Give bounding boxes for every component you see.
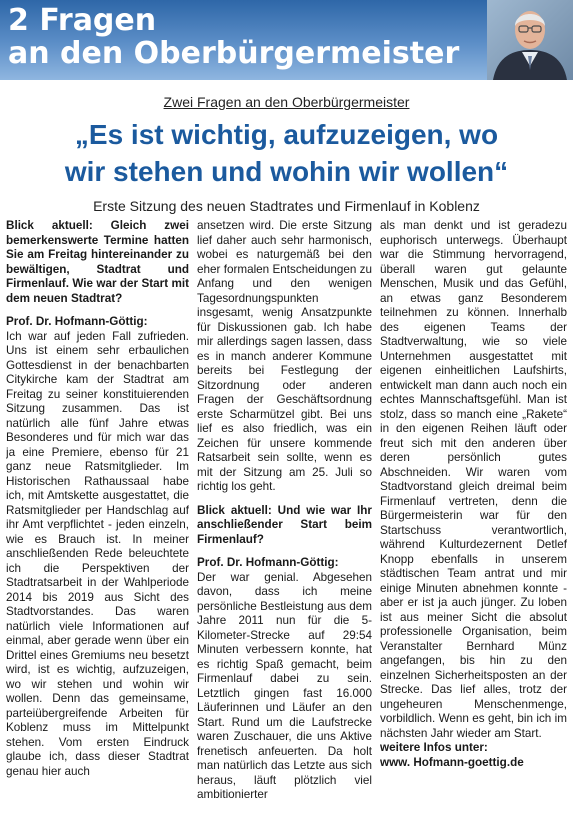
more-info-label: weitere Infos unter: — [380, 741, 488, 754]
headline-line2: wir stehen und wohin wir wollen“ — [64, 156, 509, 187]
banner-title — [8, 4, 459, 70]
interview-answer: Der war genial. Abgesehen davon, dass ich meine persönliche Bestleistung aus dem Jahre 2011 nun für die 5-Kilometer-Strecke auf 29:54 Minuten verbessern konnte, hat es richtig Spaß gemacht, beim Firmenlauf dabei zu sein. Letztlich gingen fast 16.000 Läuferinnen und Läufer an den Start. Rund um die Laufstrecke waren Zuschauer, die uns Aktive frenetisch anfeuerten. Da holt man natürlich das Letzte aus sich heraus, läuft plötzlich viel ambitionierter — [197, 570, 372, 801]
banner-title-line2: an den Oberbürgermeister — [8, 36, 460, 71]
interview-answer: Ich war auf jeden Fall zufrieden. Uns ist einem sehr erbaulichen Gottesdienst in der benachbarten Citykirche kam der Stadtrat am Freitag zu seiner konstituierenden Sitzung zusammen. Das ist natürlich alle fünf Jahre etwas Besonderes und für mich war das ja eine Premiere, ebenso für 21 ganz neue Ratsmitglieder. Im Historischen Rathaussaal habe ich, mit Amtskette ausgestattet, die Ratsmitglieder per Handschlag auf ihr Amt verpflichtet - jeden einzeln, wie es Brauch ist. In meiner anschließenden Rede beleuchtete ich die Perspektiven der Stadtratsarbeit in der Wahlperiode 2014 bis 2019 aus Sicht des Stadtvorstandes. Das waren natürlich viele Informationen auf einmal, aber gerade wenn über ein Drittel eines Gremiums neu besetzt wird, ist es wichtig, aufzuzeigen, wo wir stehen und wohin wir wollen. Denn das gemeinsame, parteiübergreifende Arbeiten für Koblenz muss im Mittelpunkt stehen. Vom ersten Eindruck glaube ich, dass dieser Stadtrat genau hier auch — [6, 329, 189, 778]
article-column-3 — [380, 219, 567, 827]
portrait-photo — [487, 0, 573, 80]
kicker: Zwei Fragen an den Oberbürgermeister — [163, 94, 410, 110]
headline — [0, 116, 573, 190]
header-banner — [0, 0, 573, 80]
interview-question: Blick aktuell: Gleich zwei bemerkenswerte Termine hatten Sie am Freitag hintereinander zu bewältigen, Stadtrat und Firmenlauf. Wie war der Start mit dem neuen Stadtrat? — [6, 219, 189, 305]
answer-continuation: als man denkt und ist geradezu euphorisch unterwegs. Überhaupt war die Stimmung hervorragend, überall waren gut gelaunte Menschen, Musik und das Gefühl, an etwas ganz Besonderem teilnehmen zu können. Innerhalb des eigenen Teams der Stadtverwaltung, wie so viele Unternehmen ausgestattet mit eigenen einheitlichen Laufshirts, entwickelt man dann auch noch ein echtes Mannschaftsgefühl. Man ist stolz, dass so manch eine „Rakete“ in den eigenen Reihen läuft oder freut sich mit den anderen über deren persönlich gutes Abschneiden. Wir waren vom Stadtvorstand gleich dreimal beim Firmenlauf vertreten, denn die Bürgermeisterin war für den Startschuss verantwortlich, während Kulturdezernent Detlef Knopp ebenfalls in unserem städtischen Team antrat und mir einige Minuten abnehmen konnte - aber er ist ja auch jünger. Zu loben ist aus meiner Sicht die absolut professionelle Organisation, beim Veranstalter Bernhard Münz angefangen, bis hin zu den einzelnen Sicherheitsposten an der Strecke. Das lief alles, trotz der ungeheuren Menschenmenge, vorbildlich. Wenn es geht, bin ich im nächsten Jahr wieder am Start. — [380, 219, 567, 740]
interview-question: Blick aktuell: Und wie war Ihr anschließender Start beim Firmenlauf? — [197, 503, 372, 546]
article-column-2 — [197, 219, 372, 827]
speaker-name: Prof. Dr. Hofmann-Göttig: — [6, 315, 148, 328]
banner-title-line1: 2 Fragen — [8, 3, 157, 38]
headline-line1: „Es ist wichtig, aufzuzeigen, wo — [74, 119, 499, 150]
answer-continuation: ansetzen wird. Die erste Sitzung lief daher auch sehr harmonisch, wobei es naturgemäß bei den eher formalen Entscheidungen zu Anfang und den wenigen Tagesordnungspunkten insgesamt, wenig Ansatzpunkte für Diskussionen gab. Ich habe mir allerdings sagen lassen, dass es in manch anderer Kommune bereits bei Festlegung der Sitzordnung oder anderen Fragen der Geschäftsordnung erste Scharmützel gibt. Bei uns lief es also friedlich, was ein Zeichen für unsere kommende Ratsarbeit sein sollte, wenn es mit der Sitzung am 25. Juli so richtig los geht. — [197, 219, 372, 493]
article-column-1 — [6, 219, 189, 827]
speaker-name: Prof. Dr. Hofmann-Göttig: — [197, 556, 339, 569]
portrait-icon — [487, 0, 573, 80]
subtitle: Erste Sitzung des neuen Stadtrates und Firmenlauf in Koblenz — [93, 198, 480, 214]
more-info-link[interactable]: www. Hofmann-goettig.de — [380, 755, 524, 769]
